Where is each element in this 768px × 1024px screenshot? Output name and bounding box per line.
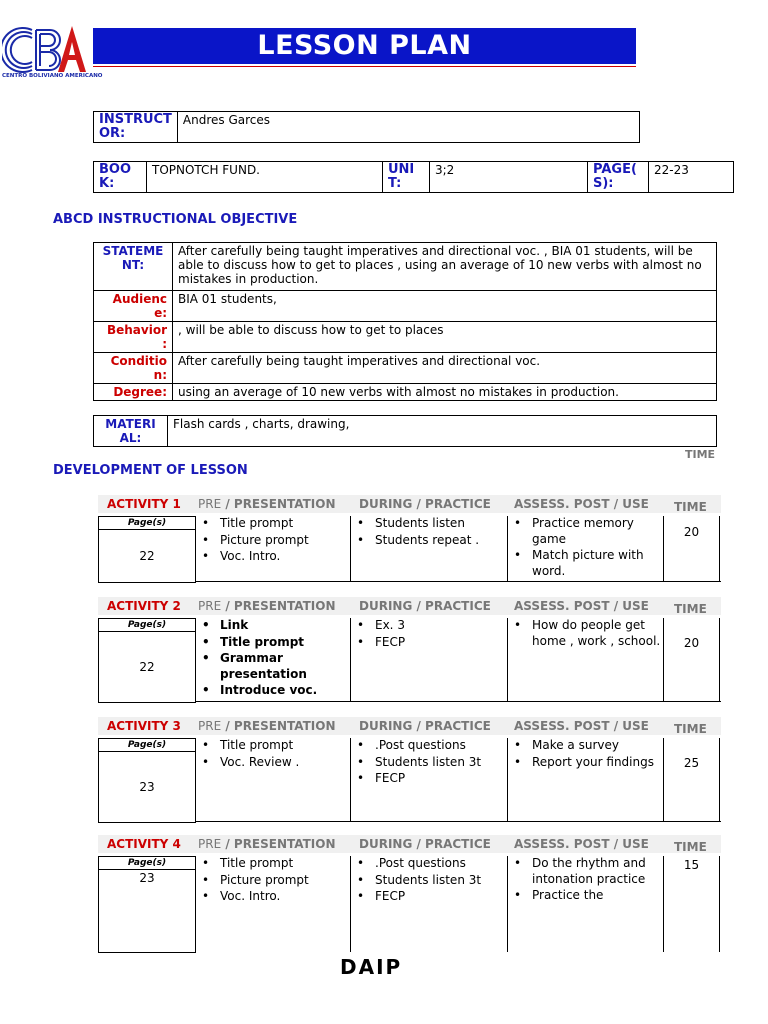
audience-label: Audienc e: — [94, 291, 173, 322]
list-item: • Students repeat . — [375, 533, 507, 549]
during-practice-cell — [350, 856, 507, 952]
column-pre-label: PRE — [198, 497, 222, 511]
list-item: • Students listen 3t — [375, 755, 507, 771]
statement-label: STATEME NT: — [94, 243, 173, 291]
activity-time: 20 — [663, 516, 720, 582]
column-pre-label: PRE — [198, 599, 222, 613]
book-value: TOPNOTCH FUND. — [147, 162, 383, 193]
column-pre-label: PRE — [198, 719, 222, 733]
audience-value: BIA 01 students, — [173, 291, 717, 322]
book-label: BOO K: — [94, 162, 147, 193]
activity-page-number: 23 — [98, 869, 196, 953]
pre-presentation-cell — [195, 618, 350, 702]
list-item: • FECP — [375, 635, 507, 651]
column-during-header: DURING / PRACTICE — [359, 599, 491, 613]
material-label: MATERI AL: — [94, 416, 168, 447]
behavior-label: Behavior : — [94, 322, 173, 353]
column-pre-label: PRE — [198, 837, 222, 851]
activity-time: 20 — [663, 618, 720, 702]
list-item: • Voc. Review . — [220, 755, 350, 771]
list-item: • Voc. Intro. — [220, 889, 350, 905]
statement-value: After carefully being taught imperatives and directional voc. , BIA 01 students, will be able to discuss how to get to places , using an average of 10 new verbs with almost no mistakes in production. — [173, 243, 717, 291]
instructor-label: INSTRUCT OR: — [94, 112, 178, 143]
assess-post-cell — [507, 738, 663, 822]
page-title: LESSON PLAN — [93, 28, 636, 64]
activity-body — [98, 856, 721, 952]
logo-caption: CENTRO BOLIVIANO AMERICANO — [2, 73, 103, 79]
pages-caption: Page(s) — [98, 856, 196, 869]
unit-value: 3;2 — [430, 162, 588, 193]
activity-header — [98, 597, 721, 615]
during-practice-cell — [350, 516, 507, 582]
activity-body — [98, 618, 721, 702]
activity-header — [98, 835, 721, 853]
activity-name: ACTIVITY 3 — [107, 719, 181, 733]
column-presentation-label: / PRESENTATION — [221, 497, 336, 511]
degree-value: using an average of 10 new verbs with almost no mistakes in production. — [173, 384, 717, 401]
activity-header — [98, 717, 721, 735]
list-item: • FECP — [375, 889, 507, 905]
condition-value: After carefully being taught imperatives and directional voc. — [173, 353, 717, 384]
list-item: • Picture prompt — [220, 533, 350, 549]
list-item: • Report your findings — [532, 755, 663, 771]
behavior-value: , will be able to discuss how to get to places — [173, 322, 717, 353]
pages-caption: Page(s) — [98, 618, 196, 631]
list-item: • Title prompt — [220, 738, 350, 754]
list-item: • Students listen — [375, 516, 507, 532]
list-item: • Practice memory game — [532, 516, 663, 547]
pages-label: PAGE( S): — [588, 162, 649, 193]
list-item: • How do people get home , work , school. — [532, 618, 663, 649]
column-pre-header — [198, 497, 336, 511]
column-presentation-label: / PRESENTATION — [221, 599, 336, 613]
during-practice-cell — [350, 738, 507, 822]
list-item: • Grammar presentation — [220, 651, 350, 682]
activity-page-number: 22 — [98, 631, 196, 703]
activity-page-number: 22 — [98, 529, 196, 583]
column-assess-header: ASSESS. POST / USE — [514, 719, 649, 733]
pre-presentation-cell — [195, 738, 350, 822]
list-item: • Practice the — [532, 888, 663, 904]
assess-post-cell — [507, 618, 663, 702]
list-item: • Match picture with word. — [532, 548, 663, 579]
column-assess-header: ASSESS. POST / USE — [514, 837, 649, 851]
activity-name: ACTIVITY 1 — [107, 497, 181, 511]
title-underline — [93, 66, 636, 67]
column-time-header: TIME — [674, 840, 707, 854]
list-item: • Introduce voc. — [220, 683, 350, 699]
column-presentation-label: / PRESENTATION — [221, 719, 336, 733]
material-table — [93, 415, 717, 447]
column-during-header: DURING / PRACTICE — [359, 719, 491, 733]
activity-name: ACTIVITY 2 — [107, 599, 181, 613]
cba-logo — [2, 20, 103, 86]
list-item: • Do the rhythm and intonation practice — [532, 856, 663, 887]
column-pre-header — [198, 837, 336, 851]
pages-value: 22-23 — [649, 162, 734, 193]
unit-label: UNI T: — [383, 162, 430, 193]
objective-heading: ABCD INSTRUCTIONAL OBJECTIVE — [53, 212, 298, 227]
list-item: • FECP — [375, 771, 507, 787]
activity-time: 25 — [663, 738, 720, 822]
during-practice-cell — [350, 618, 507, 702]
list-item: • Title prompt — [220, 856, 350, 872]
activity-name: ACTIVITY 4 — [107, 837, 181, 851]
list-item: • Title prompt — [220, 635, 350, 651]
time-label: TIME — [685, 448, 716, 461]
assess-post-cell — [507, 516, 663, 582]
list-item: • Ex. 3 — [375, 618, 507, 634]
list-item: • Title prompt — [220, 516, 350, 532]
column-time-header: TIME — [674, 722, 707, 736]
pages-caption: Page(s) — [98, 516, 196, 529]
footer-text: DAIP — [340, 955, 403, 979]
column-presentation-label: / PRESENTATION — [221, 837, 336, 851]
condition-label: Conditio n: — [94, 353, 173, 384]
column-time-header: TIME — [674, 500, 707, 514]
objective-table — [93, 242, 717, 401]
row-divider — [195, 581, 721, 582]
instructor-table — [93, 111, 640, 143]
activity-page-number: 23 — [98, 751, 196, 823]
development-heading: DEVELOPMENT OF LESSON — [53, 463, 248, 478]
activity-header — [98, 495, 721, 513]
column-pre-header — [198, 719, 336, 733]
degree-label: Degree: — [94, 384, 173, 401]
pages-caption: Page(s) — [98, 738, 196, 751]
column-during-header: DURING / PRACTICE — [359, 837, 491, 851]
list-item: • .Post questions — [375, 738, 507, 754]
book-table — [93, 161, 734, 193]
column-during-header: DURING / PRACTICE — [359, 497, 491, 511]
list-item: • Students listen 3t — [375, 873, 507, 889]
column-pre-header — [198, 599, 336, 613]
activity-body — [98, 738, 721, 822]
row-divider — [195, 821, 721, 822]
activity-time: 15 — [663, 856, 720, 952]
pre-presentation-cell — [195, 856, 350, 952]
pre-presentation-cell — [195, 516, 350, 582]
assess-post-cell — [507, 856, 663, 952]
column-assess-header: ASSESS. POST / USE — [514, 599, 649, 613]
list-item: • Picture prompt — [220, 873, 350, 889]
activity-body — [98, 516, 721, 582]
list-item: • Make a survey — [532, 738, 663, 754]
list-item: • Voc. Intro. — [220, 549, 350, 565]
column-time-header: TIME — [674, 602, 707, 616]
list-item: • Link — [220, 618, 350, 634]
column-assess-header: ASSESS. POST / USE — [514, 497, 649, 511]
row-divider — [195, 701, 721, 702]
instructor-value: Andres Garces — [177, 112, 639, 143]
material-value: Flash cards , charts, drawing, — [168, 416, 717, 447]
list-item: • .Post questions — [375, 856, 507, 872]
